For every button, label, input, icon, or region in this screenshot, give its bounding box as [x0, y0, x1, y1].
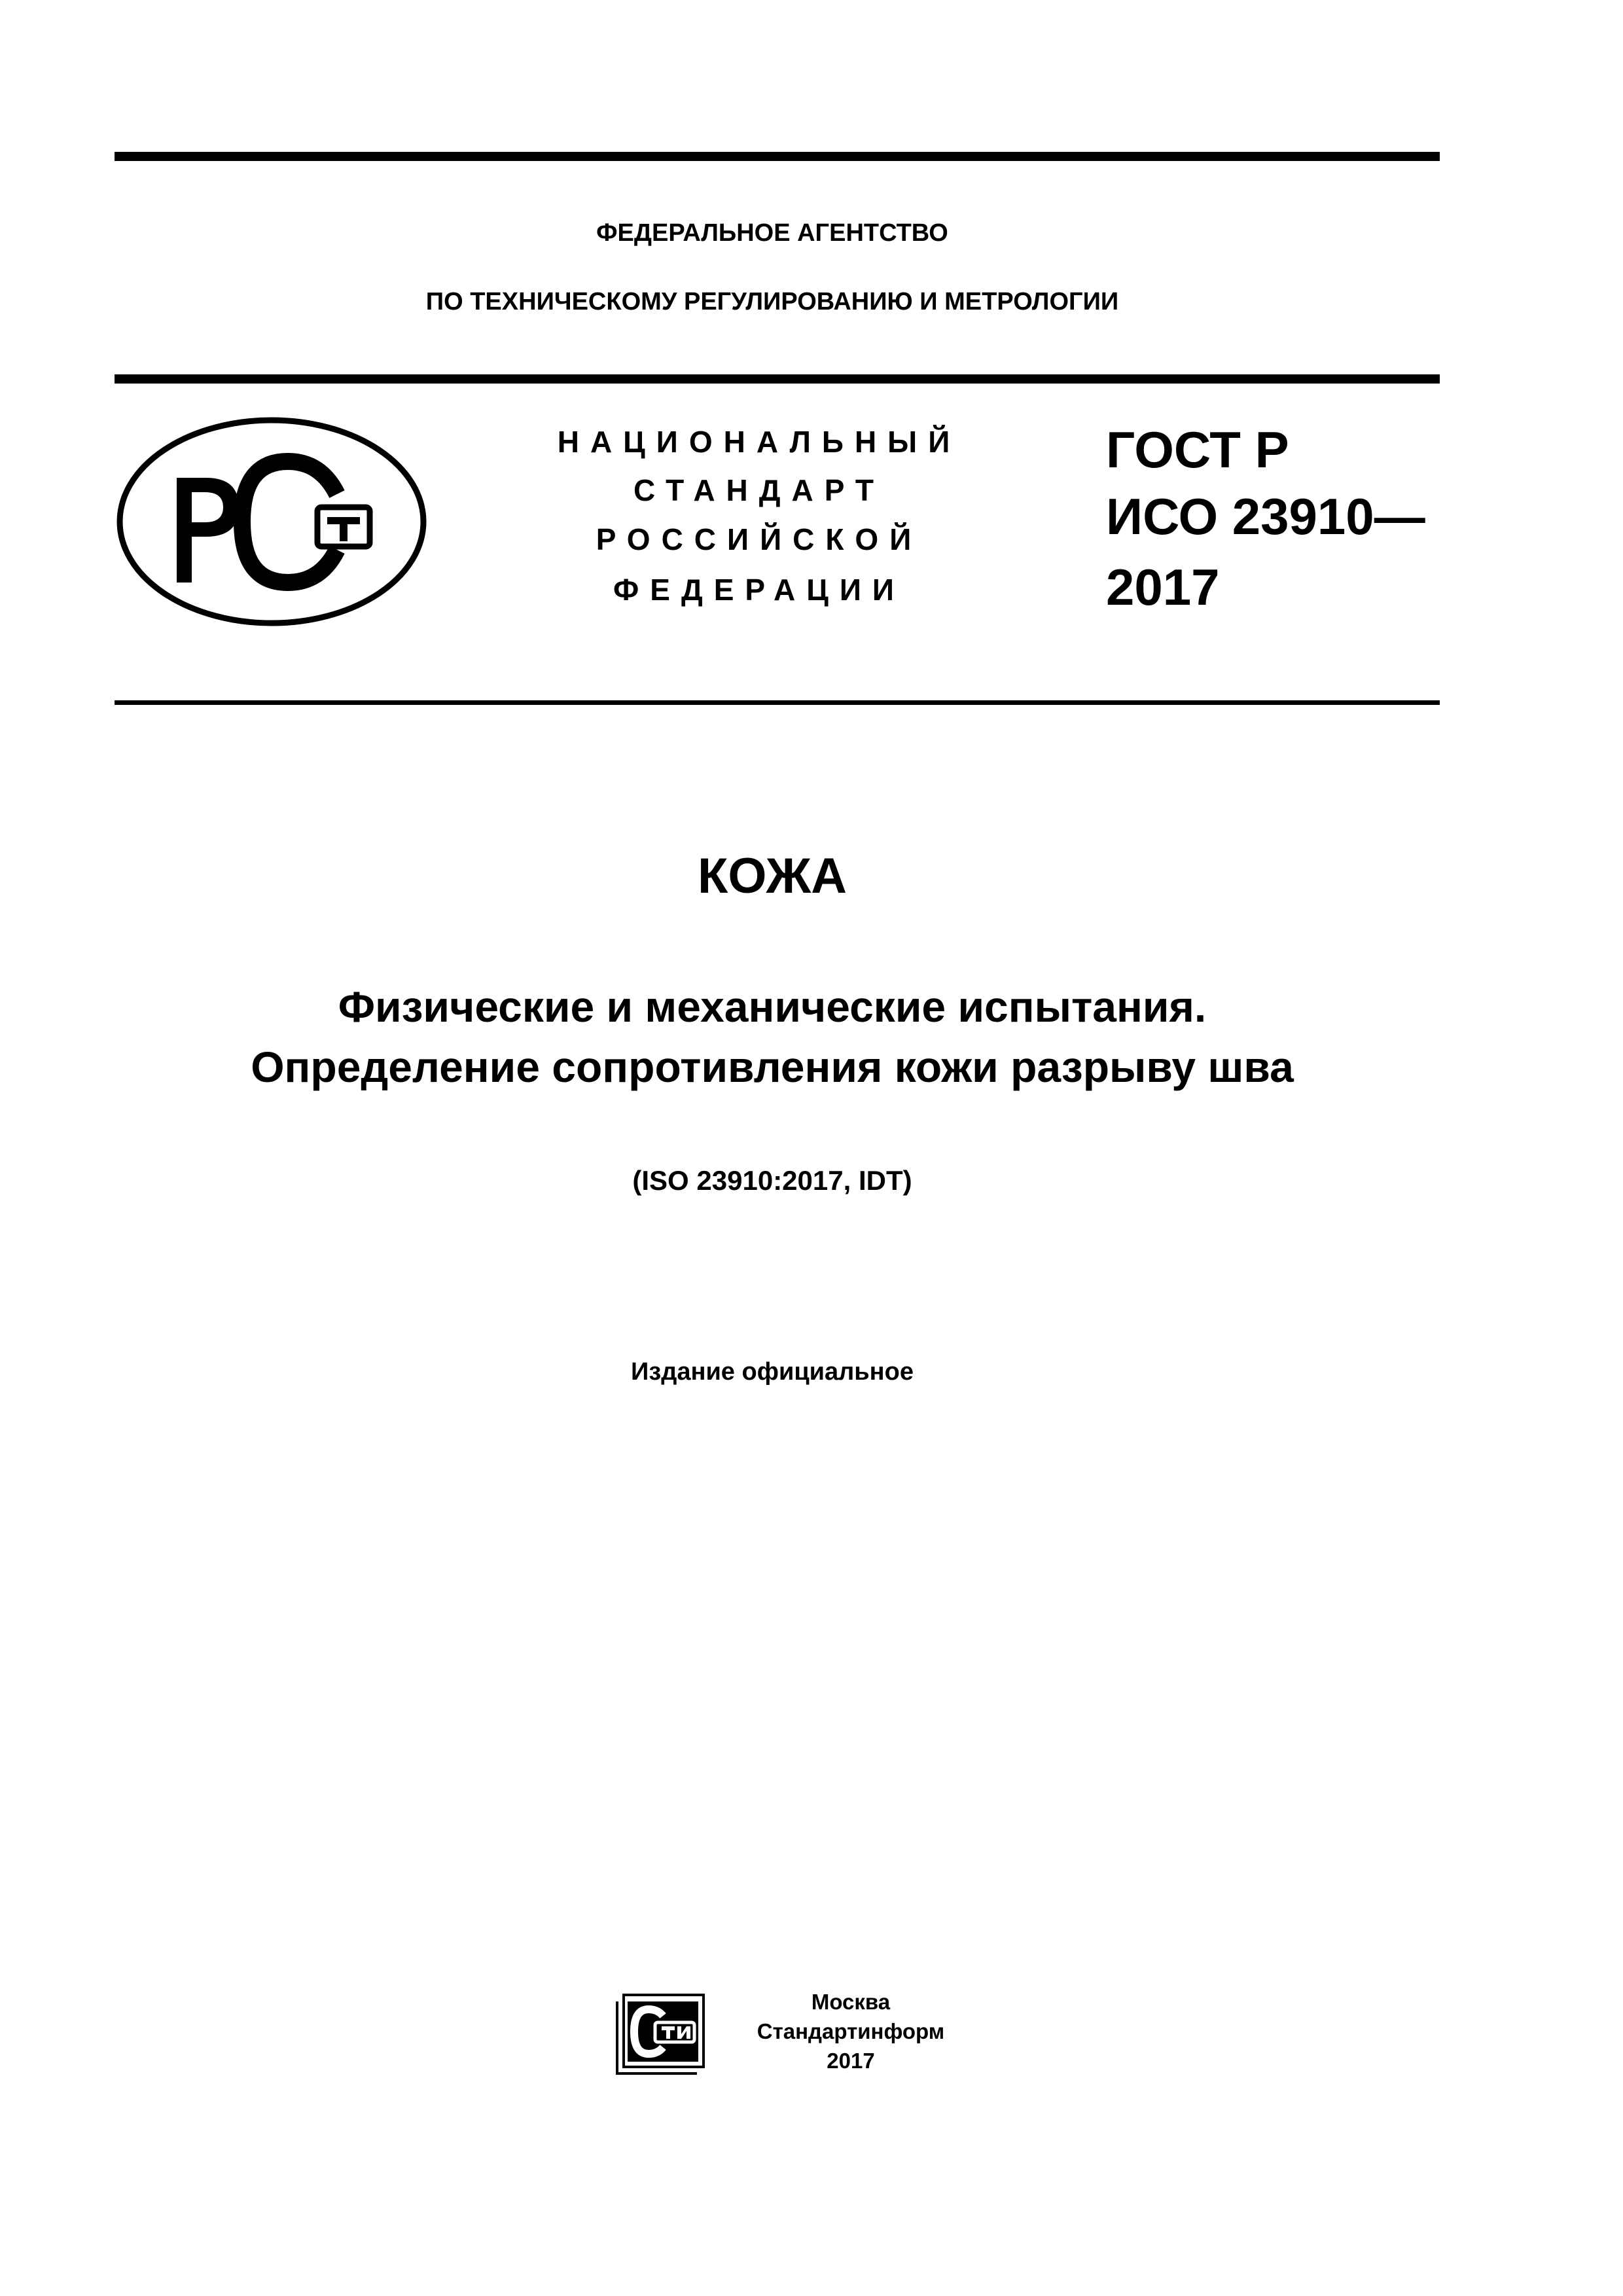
middle-rule: [115, 374, 1440, 384]
document-subtitle-line2: Определение сопротивления кожи разрыву шва: [251, 1043, 1294, 1091]
national-standard-line: СТАНДАРТ: [633, 473, 885, 507]
top-rule: [115, 152, 1440, 161]
publisher-city: Москва: [811, 1990, 891, 2014]
national-standard-line: НАЦИОНАЛЬНЫЙ: [557, 425, 961, 459]
rst-logo-icon: [115, 416, 429, 628]
national-standard-line: ФЕДЕРАЦИИ: [613, 573, 905, 607]
standard-designation-line: ИСО 23910—: [1106, 488, 1425, 545]
document-subtitle-line1: Физические и механические испытания.: [338, 982, 1207, 1031]
national-standard-line: РОССИЙСКОЙ: [596, 522, 923, 556]
iso-reference: (ISO 23910:2017, IDT): [632, 1165, 912, 1196]
agency-name-line2: ПО ТЕХНИЧЕСКОМУ РЕГУЛИРОВАНИЮ И МЕТРОЛОГИИ: [425, 288, 1119, 315]
edition-label: Издание официальное: [631, 1358, 914, 1386]
lower-rule: [115, 700, 1440, 705]
publication-year: 2017: [827, 2049, 875, 2073]
publisher-name: Стандартинформ: [757, 2019, 945, 2043]
standartinform-logo-icon: [612, 1990, 710, 2075]
standard-designation-line: 2017: [1106, 558, 1220, 616]
document-title: КОЖА: [697, 848, 847, 904]
standard-designation-line: ГОСТ Р: [1106, 421, 1289, 478]
agency-name-line1: ФЕДЕРАЛЬНОЕ АГЕНТСТВО: [596, 219, 948, 247]
